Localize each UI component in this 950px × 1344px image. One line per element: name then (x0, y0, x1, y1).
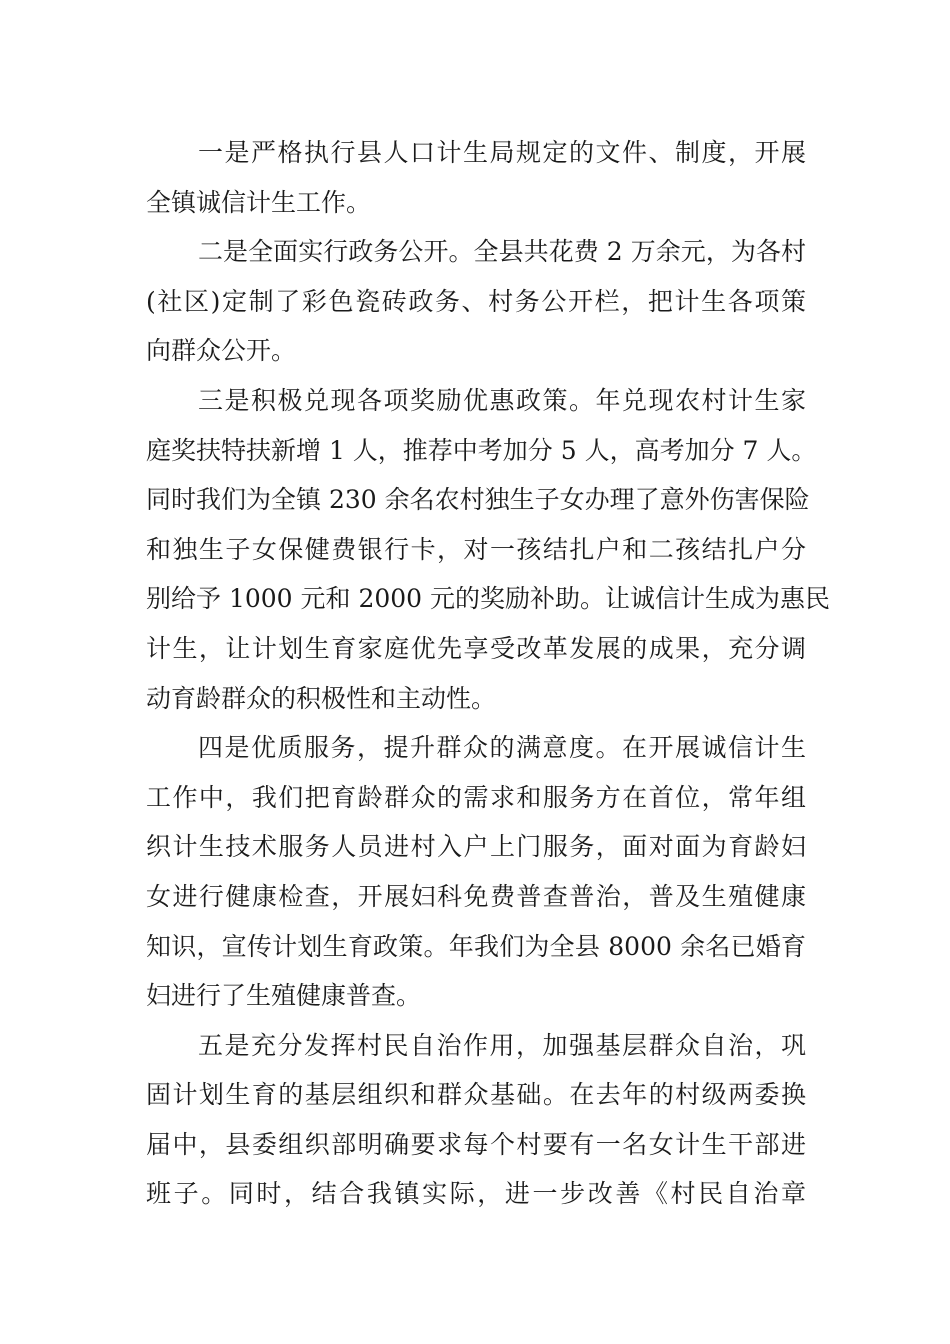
paragraph-line: 动育龄群众的积极性和主动性。 (146, 683, 497, 713)
paragraph-1 (146, 128, 806, 227)
paragraph-5 (146, 1021, 806, 1219)
paragraph-line: 固计划生育的基层组织和群众基础。在去年的村级两委换 (146, 1080, 806, 1110)
paragraph-line: 和独生子女保健费银行卡，对一孩结扎户和二孩结扎户分 (146, 534, 806, 564)
paragraph-line: 三是积极兑现各项奖励优惠政策。年兑现农村计生家 (198, 385, 806, 415)
paragraph-line: 班子。同时，结合我镇实际，进一步改善《村民自治章 (146, 1179, 806, 1209)
paragraph-line: 全镇诚信计生工作。 (146, 187, 372, 217)
paragraph-line: 届中，县委组织部明确要求每个村要有一名女计生干部进 (146, 1129, 806, 1159)
paragraph-line: 知识，宣传计划生育政策。年我们为全县 8000 余名已婚育 (146, 931, 806, 961)
paragraph-line: 四是优质服务，提升群众的满意度。在开展诚信计生 (198, 733, 806, 763)
paragraph-line: 工作中，我们把育龄群众的需求和服务方在首位，常年组 (146, 782, 806, 812)
paragraph-line: 庭奖扶特扶新增 1 人，推荐中考加分 5 人，高考加分 7 人。 (146, 435, 817, 465)
paragraph-line: 妇进行了生殖健康普查。 (146, 981, 422, 1011)
paragraph-4 (146, 723, 806, 1021)
paragraph-line: 向群众公开。 (146, 336, 297, 366)
paragraph-line: 一是严格执行县人口计生局规定的文件、制度，开展 (198, 138, 806, 167)
paragraph-line: 二是全面实行政务公开。全县共花费 2 万余元，为各村 (198, 237, 806, 267)
paragraph-line: 计生，让计划生育家庭优先享受改革发展的成果，充分调 (146, 633, 806, 663)
paragraph-line: 织计生技术服务人员进村入户上门服务，面对面为育龄妇 (146, 832, 806, 862)
paragraph-line: 女进行健康检查，开展妇科免费普查普治，普及生殖健康 (146, 881, 806, 911)
paragraph-line: 别给予 1000 元和 2000 元的奖励补助。让诚信计生成为惠民 (146, 584, 831, 614)
paragraph-line: 同时我们为全镇 230 余名农村独生子女办理了意外伤害保险 (146, 485, 810, 515)
paragraph-line: 五是充分发挥村民自治作用，加强基层群众自治，巩 (198, 1030, 806, 1060)
paragraph-2 (146, 227, 806, 376)
paragraph-3 (146, 376, 831, 723)
paragraph-line: (社区)定制了彩色瓷砖政务、村务公开栏，把计生各项策 (146, 286, 806, 316)
document-body (146, 128, 831, 1219)
